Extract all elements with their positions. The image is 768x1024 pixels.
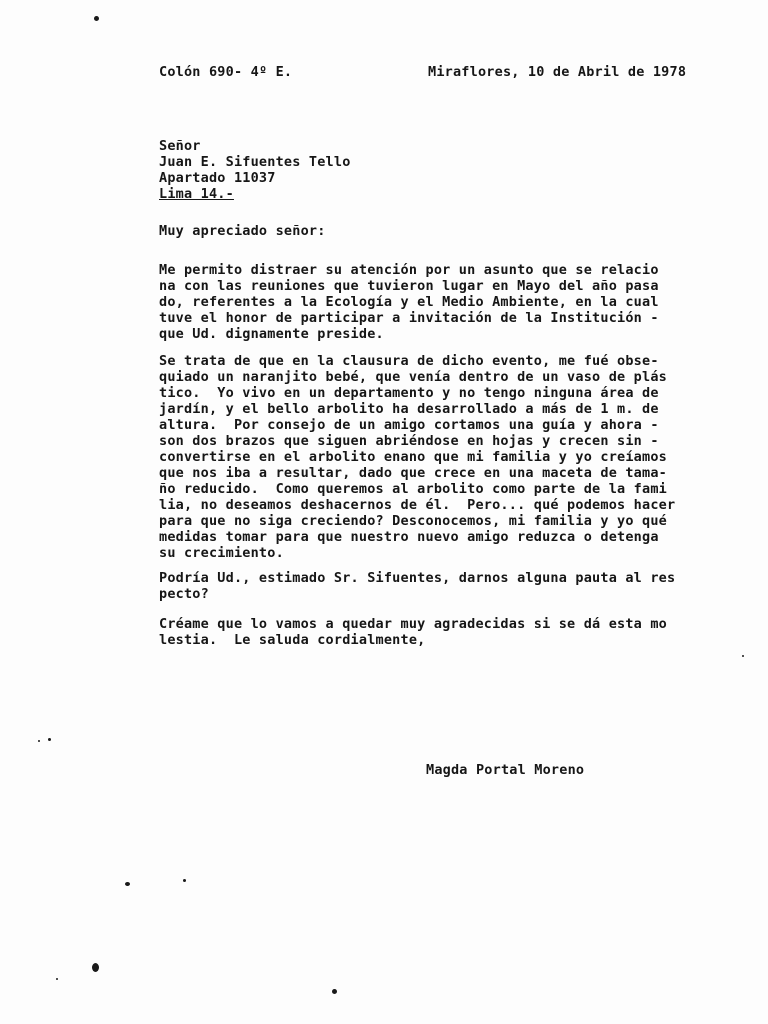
place-date: Miraflores, 10 de Abril de 1978 xyxy=(428,64,687,80)
paragraph-line: ño reducido. Como queremos al arbolito como parte de la fami xyxy=(159,481,667,497)
ink-speck xyxy=(48,738,51,741)
paragraph-line: lestia. Le saluda cordialmente, xyxy=(159,632,426,648)
ink-speck xyxy=(38,740,40,742)
paragraph-line: convertirse en el arbolito enano que mi familia y yo creíamos xyxy=(159,449,667,465)
paragraph-line: Créame que lo vamos a quedar muy agradecidas si se dá esta mo xyxy=(159,616,667,632)
paragraph-line: jardín, y el bello arbolito ha desarrollado a más de 1 m. de xyxy=(159,401,659,417)
paragraph-line: Se trata de que en la clausura de dicho evento, me fué obse- xyxy=(159,353,659,369)
paragraph-line: tico. Yo vivo en un departamento y no tengo ninguna área de xyxy=(159,385,659,401)
ink-speck xyxy=(125,882,130,886)
paragraph-line: altura. Por consejo de un amigo cortamos una guía y ahora - xyxy=(159,417,659,433)
paragraph-line: quiado un naranjito bebé, que venía dentro de un vaso de plás xyxy=(159,369,667,385)
paragraph-line: na con las reuniones que tuvieron lugar en Mayo del año pasa xyxy=(159,278,659,294)
ink-speck xyxy=(332,989,337,994)
signature-name: Magda Portal Moreno xyxy=(426,762,585,778)
ink-speck xyxy=(183,879,186,882)
recipient-name: Juan E. Sifuentes Tello xyxy=(159,154,351,170)
paragraph-line: medidas tomar para que nuestro nuevo amigo reduzca o detenga xyxy=(159,529,659,545)
paragraph-line: lia, no deseamos deshacernos de él. Pero... qué podemos hacer xyxy=(159,497,676,513)
ink-speck xyxy=(94,16,99,21)
paragraph-line: para que no siga creciendo? Desconocemos, mi familia y yo qué xyxy=(159,513,667,529)
salutation: Muy apreciado señor: xyxy=(159,223,326,239)
paragraph-line: tuve el honor de participar a invitación de la Institución - xyxy=(159,310,659,326)
sender-address: Colón 690- 4º E. xyxy=(159,64,293,80)
paragraph-line: que Ud. dignamente preside. xyxy=(159,326,384,342)
ink-speck xyxy=(92,963,99,972)
recipient-title: Señor xyxy=(159,138,201,154)
paragraph-line: son dos brazos que siguen abriéndose en hojas y crecen sin - xyxy=(159,433,659,449)
paragraph-line: Podría Ud., estimado Sr. Sifuentes, darnos alguna pauta al res xyxy=(159,570,676,586)
ink-speck xyxy=(56,978,58,980)
paragraph-line: Me permito distraer su atención por un asunto que se relacio xyxy=(159,262,659,278)
paragraph-line: que nos iba a resultar, dado que crece en una maceta de tama- xyxy=(159,465,667,481)
paragraph-line: pecto? xyxy=(159,586,209,602)
recipient-city: Lima 14.- xyxy=(159,186,234,202)
paragraph-line: do, referentes a la Ecología y el Medio Ambiente, en la cual xyxy=(159,294,659,310)
recipient-box: Apartado 11037 xyxy=(159,170,276,186)
ink-speck xyxy=(742,655,744,657)
paragraph-line: su crecimiento. xyxy=(159,545,284,561)
